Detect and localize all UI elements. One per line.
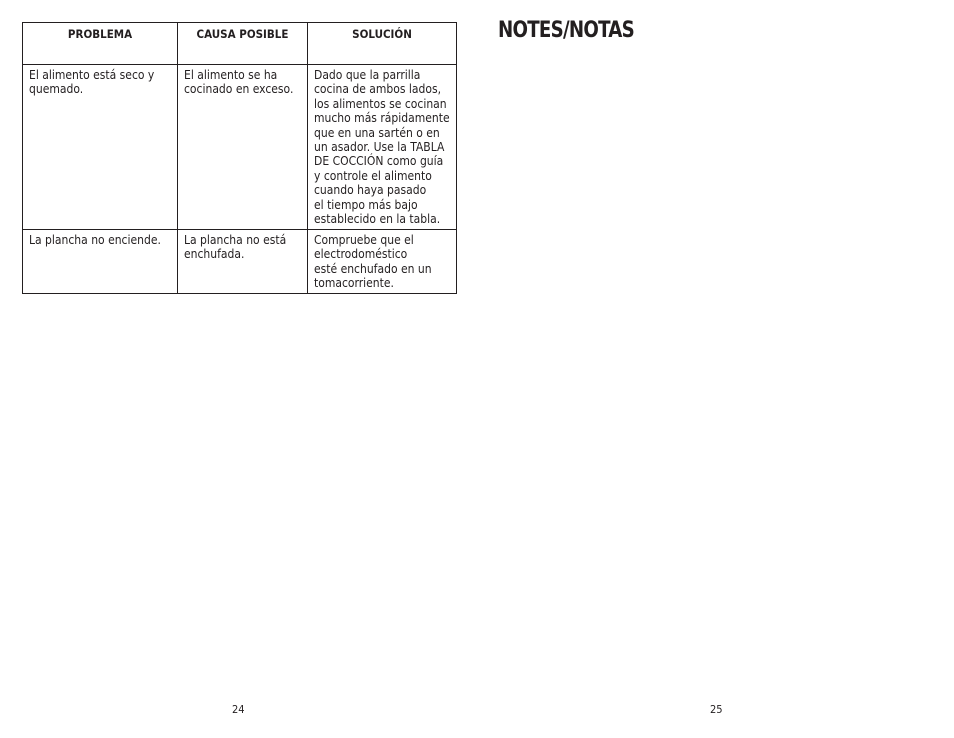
cell-problem: La plancha no enciende.	[23, 230, 178, 294]
right-page	[477, 0, 954, 738]
notes-title: NOTES/NOTAS	[498, 18, 635, 43]
page-number: 25	[710, 703, 723, 716]
header-solution: SOLUCIÓN	[308, 23, 457, 65]
table-row	[23, 65, 457, 230]
header-problem: PROBLEMA	[23, 23, 178, 65]
troubleshooting-table	[22, 22, 457, 294]
cell-problem: El alimento está seco y quemado.	[23, 65, 178, 230]
cell-solution: Dado que la parrilla cocina de ambos lados, los alimentos se cocinan mucho más rápidamente que en una sartén o en un asador. Use la TABLA DE COCCIÓN como guía y controle el alimento cuando haya pasado el tiempo más bajo establecido en la tabla.	[308, 65, 457, 230]
cell-cause: La plancha no está enchufada.	[178, 230, 308, 294]
header-cause: CAUSA POSIBLE	[178, 23, 308, 65]
cell-cause: El alimento se ha cocinado en exceso.	[178, 65, 308, 230]
page-number: 24	[232, 703, 245, 716]
table-row	[23, 230, 457, 294]
cell-solution: Compruebe que el electrodoméstico esté enchufado en un tomacorriente.	[308, 230, 457, 294]
table-header-row	[23, 23, 457, 65]
